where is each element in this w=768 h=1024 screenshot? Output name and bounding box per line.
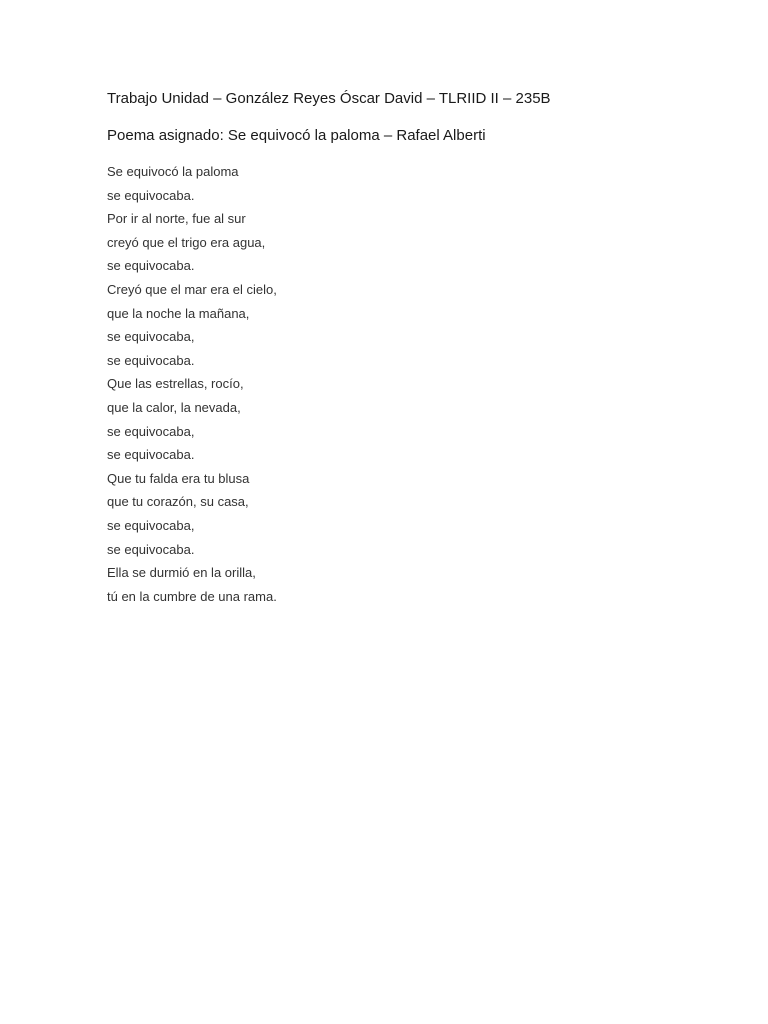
poem-line: Que tu falda era tu blusa (107, 470, 250, 486)
poem-line: Ella se durmió en la orilla, (107, 565, 256, 581)
poem-line: que tu corazón, su casa, (107, 494, 249, 510)
poem-line: se equivocaba. (107, 258, 195, 274)
poem-line: se equivocaba. (107, 352, 195, 368)
poem-line: Por ir al norte, fue al sur (107, 211, 246, 227)
document-page (107, 88, 727, 608)
poem-line: se equivocaba, (107, 517, 195, 533)
poem-line: Creyó que el mar era el cielo, (107, 281, 277, 297)
poem-line: se equivocaba. (107, 187, 195, 203)
poem-line: se equivocaba, (107, 423, 195, 439)
poem-line: creyó que el trigo era agua, (107, 234, 266, 250)
poem-assignment-heading: Poema asignado: Se equivocó la paloma – Rafael Alberti (107, 127, 486, 144)
poem-line: que la calor, la nevada, (107, 399, 241, 415)
poem-line: que la noche la mañana, (107, 305, 250, 321)
poem-line: se equivocaba. (107, 447, 195, 463)
poem-line: se equivocaba, (107, 329, 195, 345)
poem-body (107, 160, 727, 608)
poem-line: Que las estrellas, rocío, (107, 376, 244, 392)
poem-line: Se equivocó la paloma (107, 164, 239, 179)
document-title: Trabajo Unidad – González Reyes Óscar David – TLRIID II – 235B (107, 90, 551, 107)
poem-line: se equivocaba. (107, 541, 195, 557)
poem-line: tú en la cumbre de una rama. (107, 588, 277, 604)
